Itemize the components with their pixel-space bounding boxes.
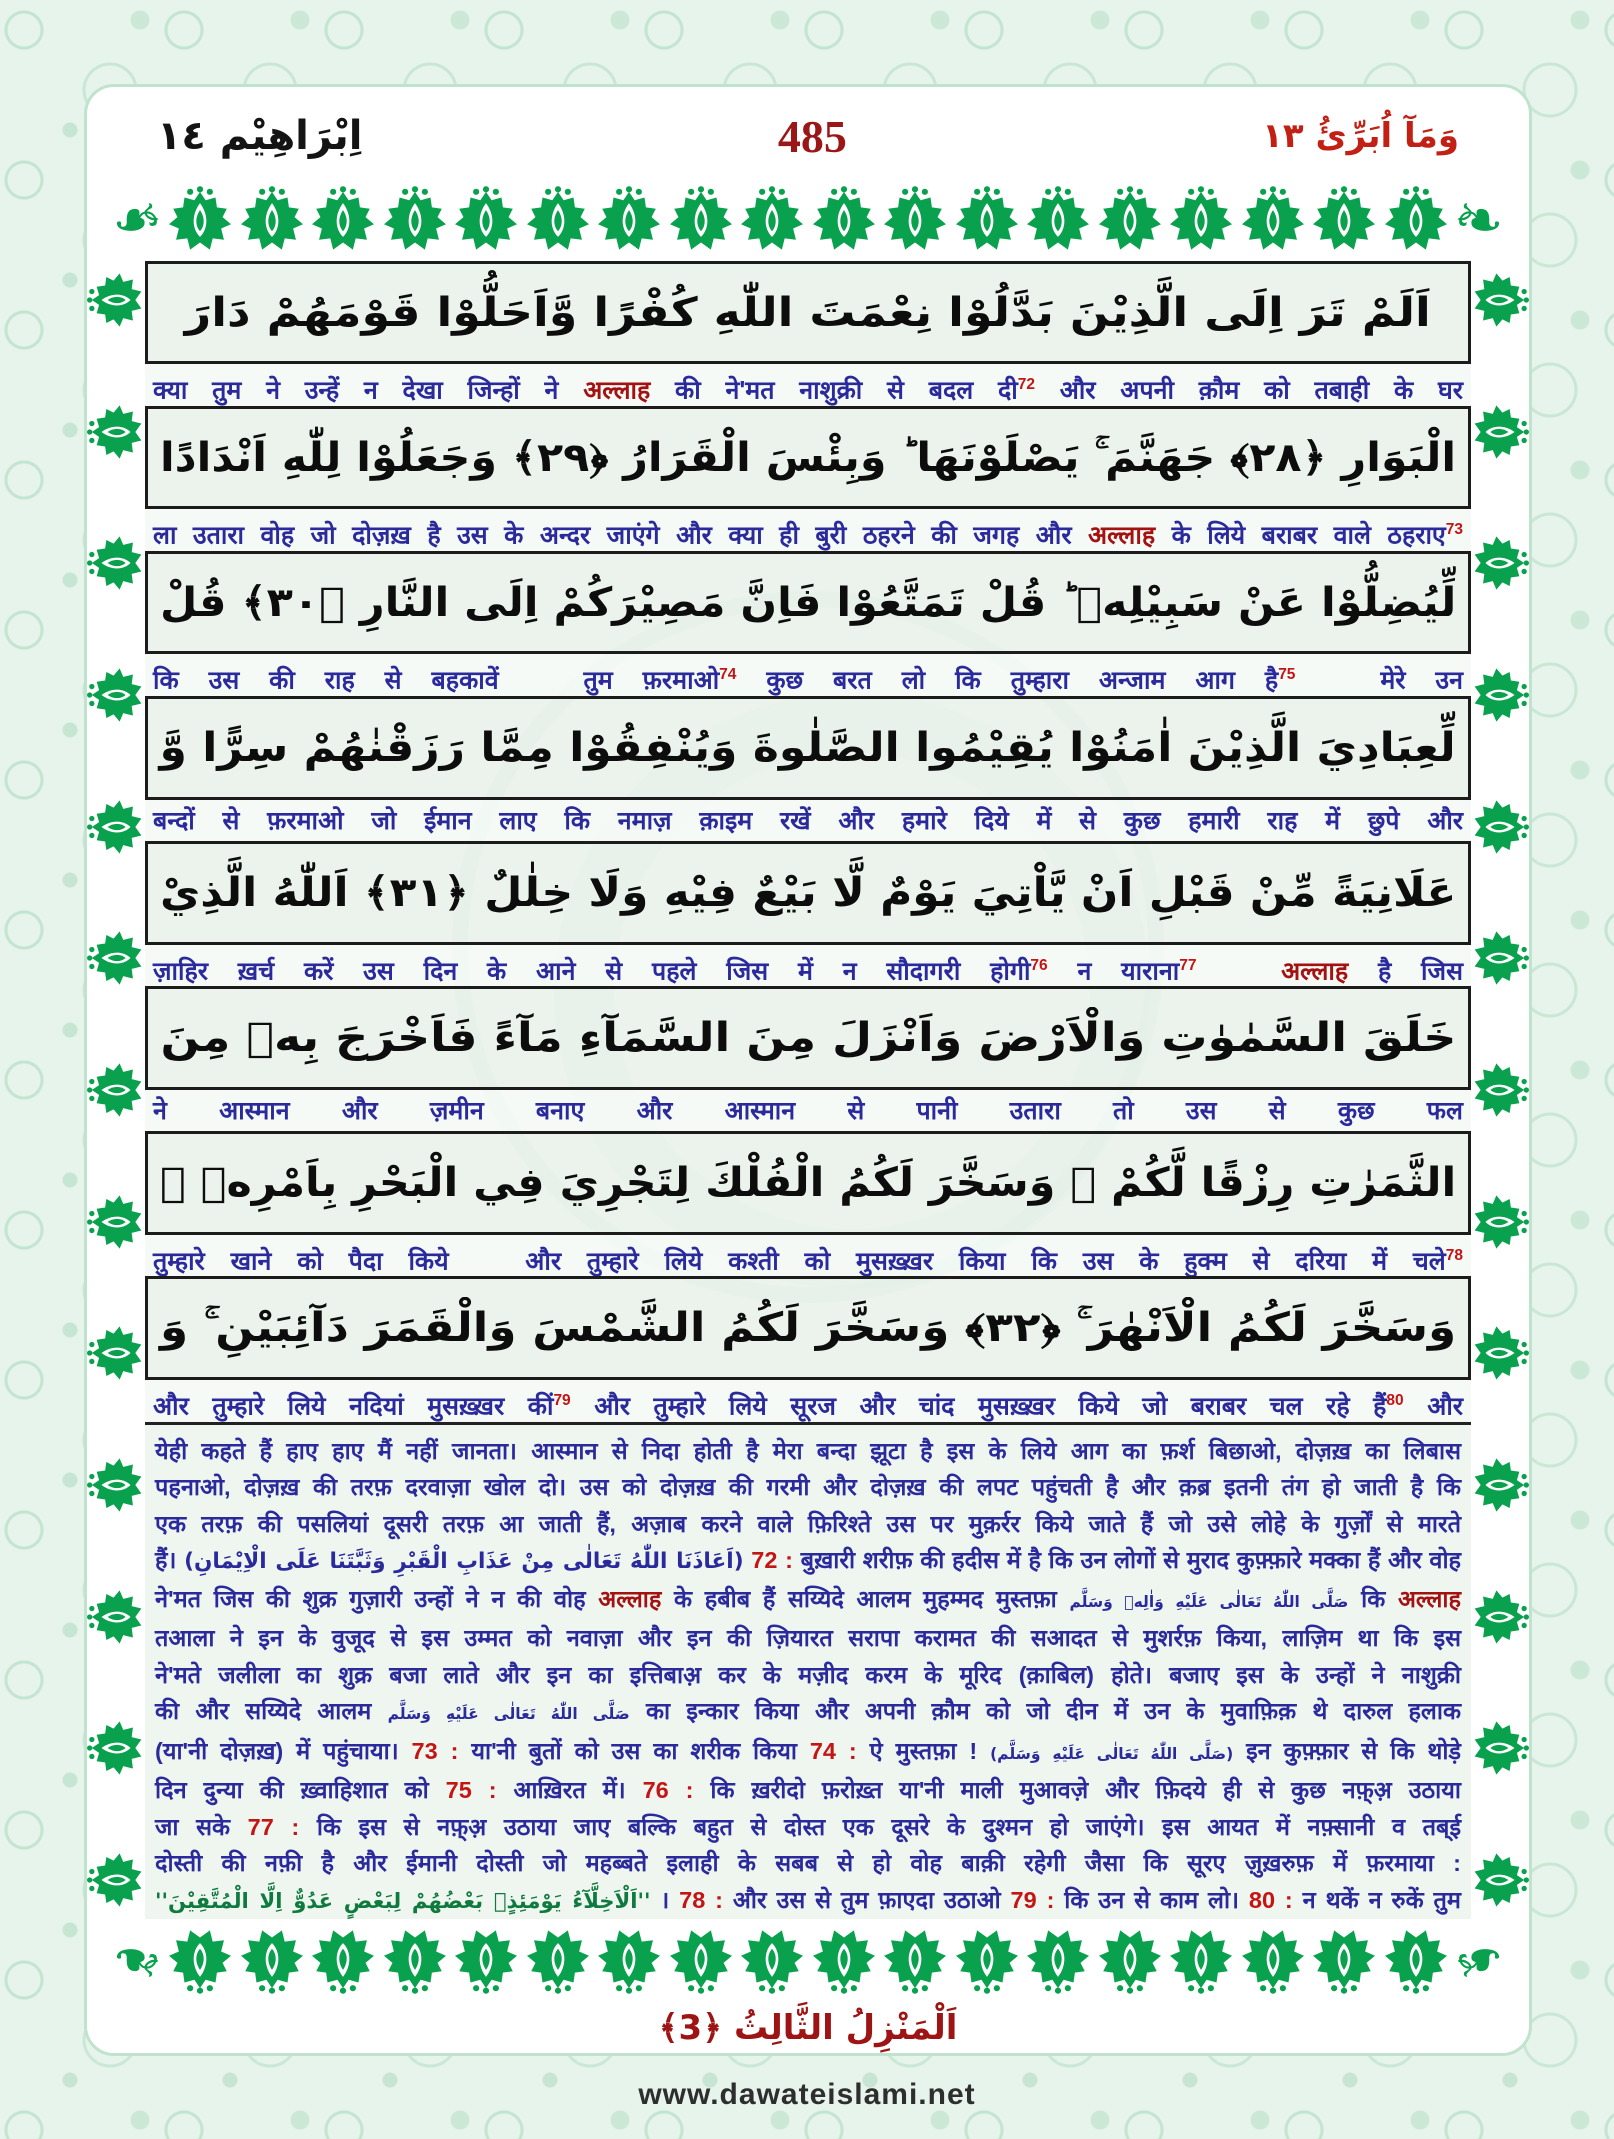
scripture-content <box>145 261 1471 1919</box>
ornament-motif-icon <box>1242 1925 1304 1995</box>
arabic-verse-box <box>145 261 1471 364</box>
arabic-verse-box <box>145 1131 1471 1234</box>
ornament-border-right <box>1471 261 1529 1919</box>
ornament-motif-icon <box>1385 185 1447 255</box>
arabic-verse-box <box>145 551 1471 654</box>
ornament-motif-icon <box>1471 668 1529 722</box>
ornament-motif-icon <box>169 185 231 255</box>
ornament-motif-icon <box>87 1721 145 1775</box>
commentary-line: ने'मत जिस की शुक्र गुज़ारी उन्हों ने न की वोह अल्लाह के हबीब हैं सय्यिदे आलम मुहम्मद मुस्तफ़ा صَلَّى اللّٰهُ تَعَالٰى عَلَيْهِ وَاٰلِهٖ وَسَلَّم कि अल्लाह <box>155 1585 1461 1612</box>
ornament-motif-icon <box>87 800 145 854</box>
translation-line: ने आस्मान और ज़मीन बनाए और आस्मान से पानी उतारा तो उस से कुछ फल <box>145 1090 1471 1132</box>
ornament-motif-icon <box>813 1925 875 1995</box>
page-number: 485 <box>777 110 847 162</box>
commentary-line: की और सय्यिदे आलम صَلَّى اللّٰهُ تَعَالٰى عَلَيْهِ وَسَلَّم का इन्कार किया और अपनी क़ौम को जो दीन में उन के मुवाफ़िक़ थे दारुल हलाक <box>155 1698 1461 1724</box>
ornament-motif-icon <box>1471 1721 1529 1775</box>
ornament-motif-icon <box>1099 1925 1161 1995</box>
ornament-motif-icon <box>527 185 589 255</box>
commentary-line: (या'नी दोज़ख़) में पहुंचाया। 73 : या'नी बुतों को उस का शरीक किया 74 : ऐ मुस्तफ़ा ! (صَلَّى اللّٰهُ تَعَالٰى عَلَيْهِ وَسَلَّم) इन कुफ़्फ़ार से कि थोड़े <box>155 1737 1461 1764</box>
ornament-motif-icon <box>956 1925 1018 1995</box>
ornament-motif-icon <box>1471 931 1529 985</box>
arabic-verse-box <box>145 1276 1471 1379</box>
ornament-motif-icon <box>884 1925 946 1995</box>
corner-flourish-icon: ❧ <box>1447 1922 1511 1999</box>
commentary-line: दोस्ती की नफ़ी है और ईमानी दोस्ती जो महब्बते इलाही के सबब से हो वोह बाक़ी रहेगी जैसा कि सूरए ज़ुख़रुफ़ में फ़रमाया : <box>155 1850 1461 1876</box>
ornament-motif-icon <box>1027 1925 1089 1995</box>
arabic-verse-text: اَلَمْ تَرَ اِلَى الَّذِيْنَ بَدَّلُوْا نِعْمَتَ اللّٰهِ كُفْرًا وَّاَحَلُّوْا قَوْمَهُمْ دَارَ <box>184 289 1432 336</box>
ornament-motif-icon <box>87 1853 145 1907</box>
ornament-motif-icon <box>1471 1590 1529 1644</box>
ornament-motif-icon <box>312 185 374 255</box>
ornament-motif-icon <box>241 185 303 255</box>
ornament-motif-icon <box>455 185 517 255</box>
ornament-motif-icon <box>1471 1326 1529 1380</box>
ornament-border-bottom <box>87 1919 1529 2001</box>
ornament-motif-icon <box>884 185 946 255</box>
ornament-motif-icon <box>1471 536 1529 590</box>
ornament-motif-icon <box>455 1925 517 1995</box>
ornament-motif-icon <box>1170 1925 1232 1995</box>
ornament-motif-icon <box>1385 1925 1447 1995</box>
translation-line: और तुम्हारे लिये नदियां मुसख़्ख़र कीं$^{79}$ और तुम्हारे लिये सूरज और चांद मुसख़्ख़र किये जो बराबर चल रहे हैं$^{80}$ और <box>145 1380 1471 1422</box>
ornament-motif-icon <box>1471 1853 1529 1907</box>
page-body <box>87 261 1529 1919</box>
commentary-line: ''اَلْاَخِلَّآءُ يَوْمَئِذٍۭ بَعْضُهُمْ لِبَعْضٍ عَدُوٌّ اِلَّا الْمُتَّقِيْنَ'' । 78 : और उस से तुम फ़ाएदा उठाओ 79 : कि उन से काम लो। 80 : न थकें न रुकें तुम <box>155 1886 1461 1913</box>
translation-line: ला उतारा वोह जो दोज़ख़ है उस के अन्दर जाएंगे और क्या ही बुरी ठहरने की जगह और अल्लाह के लिये बराबर वाले ठहराए$^{73}$ <box>145 509 1471 551</box>
translation-line: बन्दों से फ़रमाओ जो ईमान लाए कि नमाज़ क़ाइम रखें और हमारे दिये में से कुछ हमारी राह में छुपे और <box>145 800 1471 842</box>
ornament-motif-icon <box>527 1925 589 1995</box>
arabic-verse-box <box>145 986 1471 1089</box>
commentary-line: जा सके 77 : कि इस से नफ़्अ़ उठाया जाए बल्कि बहुत से दोस्त एक दूसरे के दुश्मन हो जाएंगे। इस आयत में नफ़्सानी व तब्ई <box>155 1813 1462 1840</box>
ornament-motif-icon <box>384 1925 446 1995</box>
ornament-motif-icon <box>670 185 732 255</box>
ornament-motif-icon <box>1313 1925 1375 1995</box>
commentary-block <box>145 1422 1471 1920</box>
arabic-verse-text: خَلَقَ السَّمٰوٰتِ وَالْاَرْضَ وَاَنْزَلَ مِنَ السَّمَآءِ مَآءً فَاَخْرَجَ بِهٖ مِنَ <box>160 1014 1456 1061</box>
website-url[interactable]: www.dawateislami.net <box>638 2078 976 2111</box>
arabic-verse-box <box>145 696 1471 799</box>
ornament-motif-icon <box>1471 1195 1529 1249</box>
ornament-motif-icon <box>87 668 145 722</box>
translation-line: तुम्हारे खाने को पैदा किये और तुम्हारे लिये कश्ती को मुसख़्ख़र किया कि उस के हुक्म से दरिया में चले$^{78}$ <box>145 1235 1471 1277</box>
ornament-motif-icon <box>87 273 145 327</box>
ornament-motif-icon <box>598 1925 660 1995</box>
surah-name-header: اِبْرَاهِيْم ١٤ <box>157 113 363 159</box>
commentary-line: एक तरफ़ की पसलियां दूसरी तरफ़ आ जाती हैं, अज़ाब करने वाले फ़िरिश्ते उस पर मुक़र्रर किये जाते हैं जो उसे लोहे के गुर्ज़ों से मारते <box>155 1510 1461 1537</box>
ornament-motif-icon <box>956 185 1018 255</box>
arabic-verse-text: وَسَخَّرَ لَكُمُ الْاَنْهٰرَ ۚ ﴿٣٢﴾ وَسَخَّرَ لَكُمُ الشَّمْسَ وَالْقَمَرَ دَآئِبَيْنِ ۚ وَ <box>159 1305 1457 1352</box>
ornament-motif-icon <box>87 1326 145 1380</box>
corner-flourish-icon: ❧ <box>1447 181 1511 258</box>
ornament-strip <box>169 185 1447 255</box>
ornament-motif-icon <box>1471 405 1529 459</box>
ornament-motif-icon <box>241 1925 303 1995</box>
translation-line: क्या तुम ने उन्हें न देखा जिन्हों ने अल्लाह की ने'मत नाशुक्री से बदल दी$^{72}$ और अपनी क़ौम को तबाही के घर <box>145 364 1471 406</box>
commentary-line: ने'मते जलीला का शुक्र बजा लाते और इन का इत्तिबाअ़ कर के मज़ीद करम के मूरिद (क़ाबिल) होते। बजाए इस के उन्हों ने नाशुक्री <box>155 1661 1461 1688</box>
ornament-motif-icon <box>598 185 660 255</box>
ornament-motif-icon <box>87 1195 145 1249</box>
ornament-border-left <box>87 261 145 1919</box>
ornament-motif-icon <box>1313 185 1375 255</box>
commentary-line: पहनाओ, दोज़ख़ की तरफ़ दरवाज़ा खोल दो। उस को दोज़ख़ की गरमी और दोज़ख़ की लपट पहुंचती है और क़ब्र इतनी तंग हो जाती है कि <box>155 1474 1461 1500</box>
juz-header: وَمَآ اُبَرِّئُ ١٣ <box>1262 116 1459 156</box>
commentary-line: येही कहते हैं हाए हाए मैं नहीं जानता। आस्मान से निदा होती है मेरा बन्दा झूटा है इस के लिये आग का फ़र्श बिछाओ, दोज़ख़ का लिबास <box>155 1437 1461 1464</box>
ornament-motif-icon <box>1170 185 1232 255</box>
ornament-motif-icon <box>87 536 145 590</box>
manzil-label: اَلْمَنْزِلُ الثَّالِثُ ﴿3﴾ <box>658 2007 958 2048</box>
ornament-motif-icon <box>1471 1063 1529 1117</box>
ornament-motif-icon <box>741 185 803 255</box>
ornament-motif-icon <box>384 185 446 255</box>
ornament-motif-icon <box>1242 185 1304 255</box>
ornament-motif-icon <box>741 1925 803 1995</box>
arabic-verse-box <box>145 406 1471 509</box>
ornament-motif-icon <box>1099 185 1161 255</box>
corner-flourish-icon: ❧ <box>105 1922 169 1999</box>
ornament-motif-icon <box>87 405 145 459</box>
translation-line: ज़ाहिर ख़र्च करें उस दिन के आने से पहले जिस में न सौदागरी होगी$^{76}$ न याराना$^{77}$ अल्लाह है जिस <box>145 945 1471 987</box>
ornament-motif-icon <box>312 1925 374 1995</box>
ornament-strip <box>169 1925 1447 1995</box>
arabic-verse-text: عَلَانِيَةً مِّنْ قَبْلِ اَنْ يَّاْتِيَ يَوْمٌ لَّا بَيْعٌ فِيْهِ وَلَا خِلٰلٌ ﴿٣١﴾ اَللّٰهُ الَّذِيْ <box>159 869 1457 916</box>
ornament-motif-icon <box>87 931 145 985</box>
ornament-motif-icon <box>1471 800 1529 854</box>
ornament-motif-icon <box>813 185 875 255</box>
ornament-motif-icon <box>1471 273 1529 327</box>
ornament-motif-icon <box>169 1925 231 1995</box>
ornament-motif-icon <box>87 1063 145 1117</box>
arabic-verse-box <box>145 841 1471 944</box>
arabic-verse-text: لِّعِبَادِيَ الَّذِيْنَ اٰمَنُوْا يُقِيْمُوا الصَّلٰوةَ وَيُنْفِقُوْا مِمَّا رَزَقْنٰهُمْ سِرًّا وَّ <box>159 724 1457 771</box>
arabic-verse-text: الْبَوَارِ ﴿٢٨﴾ جَهَنَّمَ ۚ يَصْلَوْنَهَا ؕ وَبِئْسَ الْقَرَارُ ﴿٢٩﴾ وَجَعَلُوْا لِلّٰهِ اَنْدَادًا <box>159 434 1457 481</box>
ornament-border-top <box>87 179 1529 261</box>
ornament-motif-icon <box>1027 185 1089 255</box>
arabic-verse-text: الثَّمَرٰتِ رِزْقًا لَّكُمْ ۚ وَسَخَّرَ لَكُمُ الْفُلْكَ لِتَجْرِيَ فِي الْبَحْرِ بِاَمْرِهٖ ۚ <box>159 1160 1457 1207</box>
quran-page <box>84 84 1532 2056</box>
page-header <box>87 87 1529 179</box>
commentary-line: दिन दुन्या की ख़्वाहिशात को 75 : आख़िरत में। 76 : कि ख़रीदो फ़रोख़्त या'नी माली मुआवज़े और फ़िदये ही से कुछ नफ़्अ़ उठाया <box>155 1777 1461 1803</box>
corner-flourish-icon: ❧ <box>105 181 169 258</box>
translation-line: कि उस की राह से बहकावें तुम फ़रमाओ$^{74}$ कुछ बरत लो कि तुम्हारा अन्जाम आग है$^{75}$ मेरे उन <box>145 654 1471 696</box>
ornament-motif-icon <box>670 1925 732 1995</box>
arabic-verse-text: لِّيُضِلُّوْا عَنْ سَبِيْلِهٖ ؕ قُلْ تَمَتَّعُوْا فَاِنَّ مَصِيْرَكُمْ اِلَى النَّارِ ﴿٣٠﴾ قُلْ <box>159 579 1457 626</box>
ornament-motif-icon <box>1471 1458 1529 1512</box>
commentary-line: हैं। (اَعَاذَنَا اللّٰهُ تَعَالٰى مِنْ عَذَابِ الْقَبْرِ وَثَبَّتَنَا عَلَى الْاِيْمَانِ) 72 : बुख़ारी शरीफ़ की हदीस में है कि उन लोगों से मुराद कुफ़्फ़ारे मक्का हैं और वोह <box>155 1547 1462 1574</box>
commentary-line: तआला ने इन के वुजूद से इस उम्मत को नवाज़ा और इन की ज़ियारत सरापा करामत की सआदत से मुशर्रफ़ किया, लाज़िम था कि इस <box>155 1625 1461 1651</box>
ornament-motif-icon <box>87 1590 145 1644</box>
ornament-motif-icon <box>87 1458 145 1512</box>
